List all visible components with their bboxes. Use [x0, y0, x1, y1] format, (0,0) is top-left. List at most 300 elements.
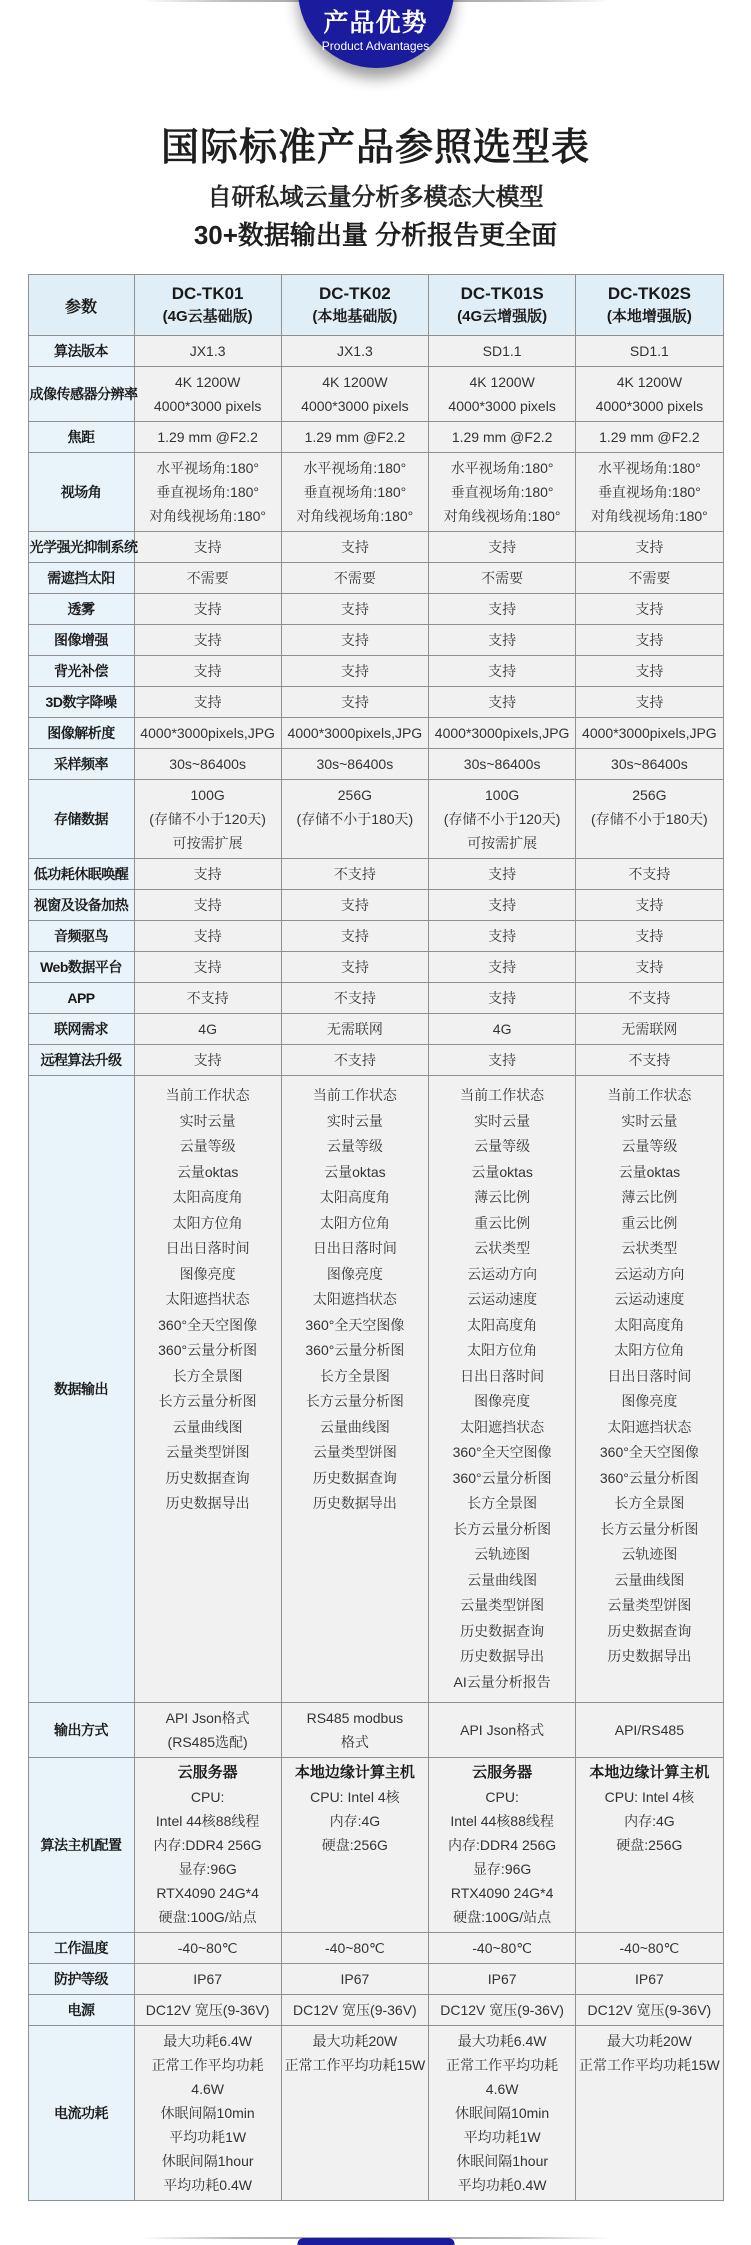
param-label: 算法版本: [28, 336, 134, 367]
value-line: 360°云量分析图: [599, 1469, 699, 1486]
param-value-cell: [281, 687, 428, 718]
value-line: (存储不小于180天): [591, 811, 708, 827]
value-line: 不支持: [628, 1052, 671, 1068]
product-name: DC-TK01: [171, 284, 244, 303]
value-line: 支持: [635, 601, 664, 617]
value-line: RTX4090 24G*4: [450, 1885, 554, 1901]
param-value-cell: [429, 625, 576, 656]
param-value-cell: [134, 336, 281, 367]
param-value-cell: [429, 1933, 576, 1964]
value-line: 支持: [193, 866, 222, 882]
table-row: [28, 1703, 723, 1758]
param-value-cell: [576, 1076, 723, 1703]
param-value-cell: [429, 656, 576, 687]
value-line: IP67: [487, 1971, 517, 1987]
param-label: 数据输出: [28, 1076, 134, 1703]
value-line: 垂直视场角:180°: [450, 484, 554, 500]
value-line: (存储不小于120天): [149, 811, 266, 827]
param-value-cell: [134, 1703, 281, 1758]
param-value-cell: [429, 532, 576, 563]
value-line: 云量oktas: [176, 1163, 239, 1180]
value-line: 云量曲线图: [319, 1418, 390, 1435]
table-row: [28, 1758, 723, 1933]
param-value-cell: [576, 859, 723, 890]
value-line: 历史数据导出: [312, 1495, 397, 1511]
product-variant: (本地增强版): [606, 308, 692, 325]
value-line: 平均功耗1W: [169, 2129, 247, 2145]
param-label: 电源: [28, 1995, 134, 2026]
table-row: [28, 890, 723, 921]
value-line: 云量等级: [179, 1138, 236, 1154]
table-row: [28, 367, 723, 422]
value-line: 支持: [488, 601, 517, 617]
value-line: 太阳遮挡状态: [165, 1291, 250, 1307]
value-line: 格式: [340, 1734, 369, 1750]
value-line: 平均功耗0.4W: [163, 2177, 252, 2193]
param-label: 需遮挡太阳: [28, 563, 134, 594]
param-value-cell: [429, 1014, 576, 1045]
value-line: 支持: [488, 897, 517, 913]
value-line: 平均功耗1W: [463, 2129, 541, 2145]
table-row: [28, 952, 723, 983]
value-line: API Json格式: [165, 1710, 250, 1726]
param-label: 焦距: [28, 422, 134, 453]
value-line: 不支持: [628, 990, 671, 1006]
value-line: IP67: [193, 1971, 223, 1987]
value-line: 不需要: [333, 570, 376, 586]
param-value-cell: [576, 656, 723, 687]
value-line: 内存:4G: [624, 1813, 675, 1829]
value-line: 云轨迹图: [621, 1546, 678, 1562]
value-line: AI云量分析报告: [453, 1673, 551, 1690]
value-line: SD1.1: [629, 343, 669, 359]
value-line: 日出日落时间: [312, 1240, 397, 1256]
table-row: [28, 594, 723, 625]
value-line: 支持: [340, 928, 369, 944]
param-value-cell: [281, 1758, 428, 1933]
param-value-cell: [134, 749, 281, 780]
param-value-cell: [576, 2026, 723, 2201]
value-line: 支持: [193, 928, 222, 944]
param-value-cell: [134, 532, 281, 563]
param-value-cell: [134, 1076, 281, 1703]
value-line: 水平视场角:180°: [450, 460, 554, 476]
value-line: 4G: [198, 1021, 217, 1037]
value-line: 100G: [485, 787, 520, 803]
value-line: 实时云量: [621, 1112, 678, 1129]
param-value-cell: [281, 625, 428, 656]
value-line: JX1.3: [189, 343, 226, 359]
param-value-cell: [134, 594, 281, 625]
value-line: 云量类型饼图: [312, 1444, 397, 1460]
value-line: 实时云量: [326, 1112, 383, 1129]
product-name: DC-TK01S: [460, 284, 544, 303]
value-line: 长方云量分析图: [305, 1393, 404, 1409]
value-line: CPU:: [190, 1789, 225, 1805]
value-line: 太阳方位角: [614, 1342, 685, 1358]
param-value-cell: [281, 1703, 428, 1758]
param-value-cell: [134, 625, 281, 656]
value-line: 云量曲线图: [467, 1571, 538, 1588]
value-line: 不支持: [628, 866, 671, 882]
param-value-cell: [429, 1758, 576, 1933]
value-line: -40~80℃: [177, 1940, 238, 1956]
param-value-cell: [429, 336, 576, 367]
value-line: 支持: [488, 632, 517, 648]
value-line: 太阳遮挡状态: [312, 1291, 397, 1307]
value-line: 360°云量分析图: [158, 1342, 258, 1358]
param-value-cell: [576, 718, 723, 749]
param-value-cell: [281, 1014, 428, 1045]
value-line: IP67: [634, 1971, 664, 1987]
value-line: CPU:: [485, 1789, 519, 1805]
param-value-cell: [576, 594, 723, 625]
value-line: 薄云比例: [621, 1189, 678, 1205]
param-label: APP: [28, 983, 134, 1014]
param-value-cell: [134, 983, 281, 1014]
value-line: 内存:DDR4 256G: [448, 1837, 557, 1853]
param-value-cell: [576, 952, 723, 983]
value-line: 不支持: [186, 990, 229, 1006]
param-value-cell: [134, 563, 281, 594]
value-line: 30s~86400s: [169, 756, 246, 772]
value-line: 本地边缘计算主机: [294, 1764, 415, 1781]
value-line: 1.29 mm @F2.2: [304, 429, 406, 445]
param-value-cell: [134, 422, 281, 453]
param-value-cell: [576, 367, 723, 422]
next-section-badge-peek: [297, 2238, 454, 2245]
param-value-cell: [429, 983, 576, 1014]
value-line: 最大功耗6.4W: [457, 2033, 547, 2049]
value-line: DC12V 宽压(9-36V): [587, 2002, 712, 2018]
param-value-cell: [134, 1995, 281, 2026]
value-line: 云服务器: [472, 1764, 533, 1781]
value-line: 4000*3000pixels,JPG: [434, 725, 570, 741]
value-line: 最大功耗6.4W: [163, 2033, 252, 2049]
param-value-cell: [134, 890, 281, 921]
value-line: 不支持: [333, 1052, 376, 1068]
value-line: 显存:96G: [178, 1861, 237, 1877]
param-value-cell: [281, 983, 428, 1014]
table-row: [28, 983, 723, 1014]
table-row: [28, 1014, 723, 1045]
value-line: 360°全天空图像: [158, 1316, 258, 1333]
value-line: 支持: [193, 601, 222, 617]
value-line: 可按需扩展: [467, 835, 538, 851]
param-label: 输出方式: [28, 1703, 134, 1758]
value-line: IP67: [340, 1971, 370, 1987]
value-line: 历史数据查询: [607, 1622, 692, 1639]
param-label: 光学强光抑制系统: [28, 532, 134, 563]
value-line: 支持: [340, 663, 369, 679]
value-line: 4K 1200W: [616, 374, 683, 390]
value-line: 30s~86400s: [316, 756, 394, 772]
value-line: 360°全天空图像: [305, 1316, 405, 1333]
value-line: 水平视场角:180°: [597, 460, 701, 476]
value-line: 太阳遮挡状态: [607, 1418, 692, 1435]
param-value-cell: [134, 1964, 281, 1995]
param-value-cell: [281, 2026, 428, 2201]
param-value-cell: [576, 336, 723, 367]
value-line: 长方云量分析图: [600, 1520, 699, 1537]
value-line: 图像亮度: [179, 1265, 236, 1282]
table-row: [28, 1933, 723, 1964]
param-column-header: 参数: [28, 275, 134, 336]
param-value-cell: [281, 1933, 428, 1964]
param-label: 背光补偿: [28, 656, 134, 687]
value-line: 不需要: [186, 570, 229, 586]
value-line: 硬盘:256G: [616, 1837, 683, 1853]
value-line: 长方全景图: [614, 1495, 685, 1511]
value-line: 硬盘:256G: [321, 1837, 388, 1853]
value-line: DC12V 宽压(9-36V): [293, 2002, 417, 2018]
param-value-cell: [576, 687, 723, 718]
value-line: 云运动方向: [467, 1265, 538, 1282]
value-line: 实时云量: [179, 1112, 236, 1129]
value-line: (存储不小于180天): [296, 811, 414, 827]
value-line: 无需联网: [621, 1021, 678, 1037]
param-label: 音频驱鸟: [28, 921, 134, 952]
value-line: 支持: [193, 632, 222, 648]
param-value-cell: [429, 921, 576, 952]
value-line: 休眠间隔1hour: [456, 2153, 549, 2169]
param-label: 透雾: [28, 594, 134, 625]
param-label: 防护等级: [28, 1964, 134, 1995]
product-column-header: [429, 275, 576, 336]
param-value-cell: [576, 453, 723, 532]
value-line: 支持: [635, 663, 664, 679]
param-value-cell: [134, 453, 281, 532]
table-row: [28, 625, 723, 656]
value-line: 太阳方位角: [172, 1214, 243, 1231]
value-line: 垂直视场角:180°: [303, 484, 407, 500]
value-line: 支持: [193, 663, 222, 679]
value-line: 水平视场角:180°: [156, 460, 260, 476]
param-value-cell: [429, 563, 576, 594]
value-line: 支持: [340, 897, 369, 913]
param-value-cell: [134, 718, 281, 749]
param-value-cell: [134, 1758, 281, 1933]
param-value-cell: [134, 1045, 281, 1076]
param-value-cell: [429, 1703, 576, 1758]
value-line: 1.29 mm @F2.2: [599, 429, 700, 445]
value-line: 历史数据查询: [165, 1469, 250, 1486]
value-line: DC12V 宽压(9-36V): [440, 2002, 564, 2018]
value-line: 云量曲线图: [614, 1571, 685, 1588]
value-line: 重云比例: [621, 1214, 678, 1231]
value-line: 支持: [340, 959, 369, 975]
value-line: 4000*3000pixels,JPG: [140, 725, 275, 741]
value-line: 太阳高度角: [467, 1316, 538, 1333]
table-row: [28, 336, 723, 367]
value-line: 当前工作状态: [165, 1087, 250, 1103]
value-line: 云状类型: [474, 1240, 531, 1256]
value-line: 支持: [635, 897, 664, 913]
value-line: 日出日落时间: [165, 1240, 250, 1256]
value-line: 正常工作平均功耗15W: [284, 2057, 426, 2073]
param-value-cell: [281, 921, 428, 952]
value-line: 支持: [488, 866, 517, 882]
value-line: 360°云量分析图: [305, 1342, 405, 1358]
value-line: 可按需扩展: [172, 835, 243, 851]
table-row: [28, 749, 723, 780]
param-label: 联网需求: [28, 1014, 134, 1045]
table-row: [28, 2026, 723, 2201]
param-value-cell: [281, 1995, 428, 2026]
value-line: 4000*3000 pixels: [448, 398, 556, 414]
param-value-cell: [576, 1045, 723, 1076]
param-value-cell: [429, 1045, 576, 1076]
value-line: 当前工作状态: [460, 1087, 545, 1103]
value-line: 实时云量: [474, 1112, 531, 1129]
param-value-cell: [576, 1014, 723, 1045]
value-line: 对角线视场角:180°: [443, 508, 561, 524]
value-line: 360°全天空图像: [452, 1444, 552, 1460]
value-line: 垂直视场角:180°: [597, 484, 701, 500]
table-row: [28, 687, 723, 718]
value-line: 支持: [488, 1052, 517, 1068]
param-value-cell: [281, 1045, 428, 1076]
value-line: 最大功耗20W: [606, 2033, 692, 2049]
param-value-cell: [429, 687, 576, 718]
param-value-cell: [429, 718, 576, 749]
value-line: 太阳高度角: [319, 1189, 390, 1205]
param-value-cell: [134, 1933, 281, 1964]
value-line: 云量曲线图: [172, 1418, 243, 1435]
value-line: 不需要: [481, 570, 524, 586]
value-line: 云运动速度: [467, 1291, 538, 1307]
param-value-cell: [429, 749, 576, 780]
value-line: Intel 44核88线程: [450, 1813, 554, 1829]
param-label: 3D数字降噪: [28, 687, 134, 718]
value-line: 4000*3000 pixels: [301, 398, 409, 414]
value-line: 支持: [488, 539, 517, 555]
value-line: 支持: [488, 928, 517, 944]
value-line: DC12V 宽压(9-36V): [145, 2002, 270, 2018]
param-value-cell: [134, 859, 281, 890]
value-line: 4000*3000pixels,JPG: [582, 725, 717, 741]
param-label: 工作温度: [28, 1933, 134, 1964]
value-line: 30s~86400s: [463, 756, 541, 772]
value-line: 太阳高度角: [614, 1316, 685, 1333]
param-value-cell: [134, 2026, 281, 2201]
param-value-cell: [576, 532, 723, 563]
value-line: Intel 44核88线程: [155, 1813, 260, 1829]
value-line: 太阳高度角: [172, 1189, 243, 1205]
param-value-cell: [134, 656, 281, 687]
value-line: 支持: [635, 694, 664, 710]
value-line: 云量oktas: [618, 1163, 681, 1180]
param-label: 成像传感器分辨率: [28, 367, 134, 422]
param-label: 远程算法升级: [28, 1045, 134, 1076]
param-value-cell: [429, 367, 576, 422]
value-line: CPU: Intel 4核: [604, 1789, 695, 1805]
param-value-cell: [281, 532, 428, 563]
value-line: 支持: [635, 539, 664, 555]
value-line: RTX4090 24G*4: [156, 1885, 259, 1901]
value-line: 云量类型饼图: [460, 1597, 545, 1613]
value-line: 4K 1200W: [322, 374, 388, 390]
value-line: SD1.1: [482, 343, 522, 359]
value-line: 当前工作状态: [312, 1087, 397, 1103]
table-row: [28, 780, 723, 859]
value-line: 支持: [488, 663, 517, 679]
value-line: 支持: [488, 990, 517, 1006]
table-row: [28, 532, 723, 563]
param-value-cell: [281, 718, 428, 749]
product-variant: (4G云增强版): [457, 308, 548, 325]
value-line: 支持: [340, 601, 369, 617]
param-value-cell: [429, 594, 576, 625]
table-header-row: [28, 275, 723, 336]
value-line: 太阳方位角: [467, 1342, 538, 1358]
table-row: [28, 718, 723, 749]
value-line: (RS485选配): [167, 1734, 248, 1750]
param-value-cell: [134, 687, 281, 718]
value-line: 太阳方位角: [319, 1214, 390, 1231]
value-line: 4000*3000 pixels: [153, 398, 262, 414]
param-value-cell: [281, 453, 428, 532]
value-line: 支持: [193, 1052, 222, 1068]
product-name: DC-TK02S: [607, 284, 691, 303]
value-line: 太阳遮挡状态: [460, 1418, 545, 1435]
param-value-cell: [281, 749, 428, 780]
param-label: 图像增强: [28, 625, 134, 656]
value-line: 水平视场角:180°: [303, 460, 407, 476]
value-line: 云运动速度: [614, 1291, 685, 1307]
param-value-cell: [281, 563, 428, 594]
value-line: -40~80℃: [472, 1940, 532, 1956]
param-value-cell: [576, 1933, 723, 1964]
param-value-cell: [281, 780, 428, 859]
param-value-cell: [429, 890, 576, 921]
table-row: [28, 453, 723, 532]
value-line: 历史数据导出: [607, 1648, 692, 1664]
value-line: JX1.3: [336, 343, 373, 359]
table-row: [28, 1964, 723, 1995]
value-line: 长方云量分析图: [158, 1393, 257, 1409]
value-line: 256G: [337, 787, 372, 803]
value-line: 1.29 mm @F2.2: [157, 429, 258, 445]
spec-table: [28, 274, 724, 2201]
value-line: 正常工作平均功耗4.6W: [151, 2057, 264, 2097]
param-value-cell: [281, 1076, 428, 1703]
param-value-cell: [429, 1995, 576, 2026]
table-row: [28, 656, 723, 687]
value-line: 图像亮度: [326, 1265, 383, 1282]
value-line: 云量等级: [326, 1138, 383, 1154]
param-value-cell: [281, 336, 428, 367]
value-line: 对角线视场角:180°: [296, 508, 414, 524]
value-line: 垂直视场角:180°: [156, 484, 260, 500]
product-name: DC-TK02: [318, 284, 391, 303]
param-value-cell: [576, 422, 723, 453]
param-label: 视场角: [28, 453, 134, 532]
value-line: 支持: [635, 959, 664, 975]
value-line: 支持: [340, 632, 369, 648]
value-line: 本地边缘计算主机: [589, 1764, 710, 1781]
param-value-cell: [281, 890, 428, 921]
value-line: 长方云量分析图: [453, 1520, 552, 1537]
value-line: 内存:4G: [329, 1813, 381, 1829]
value-line: 360°全天空图像: [599, 1444, 699, 1460]
value-line: 薄云比例: [474, 1189, 531, 1205]
value-line: 休眠间隔10min: [455, 2105, 550, 2121]
badge-title: 产品优势: [323, 9, 428, 37]
value-line: 日出日落时间: [460, 1367, 545, 1384]
value-line: 当前工作状态: [607, 1087, 692, 1103]
param-label: 低功耗休眠唤醒: [28, 859, 134, 890]
